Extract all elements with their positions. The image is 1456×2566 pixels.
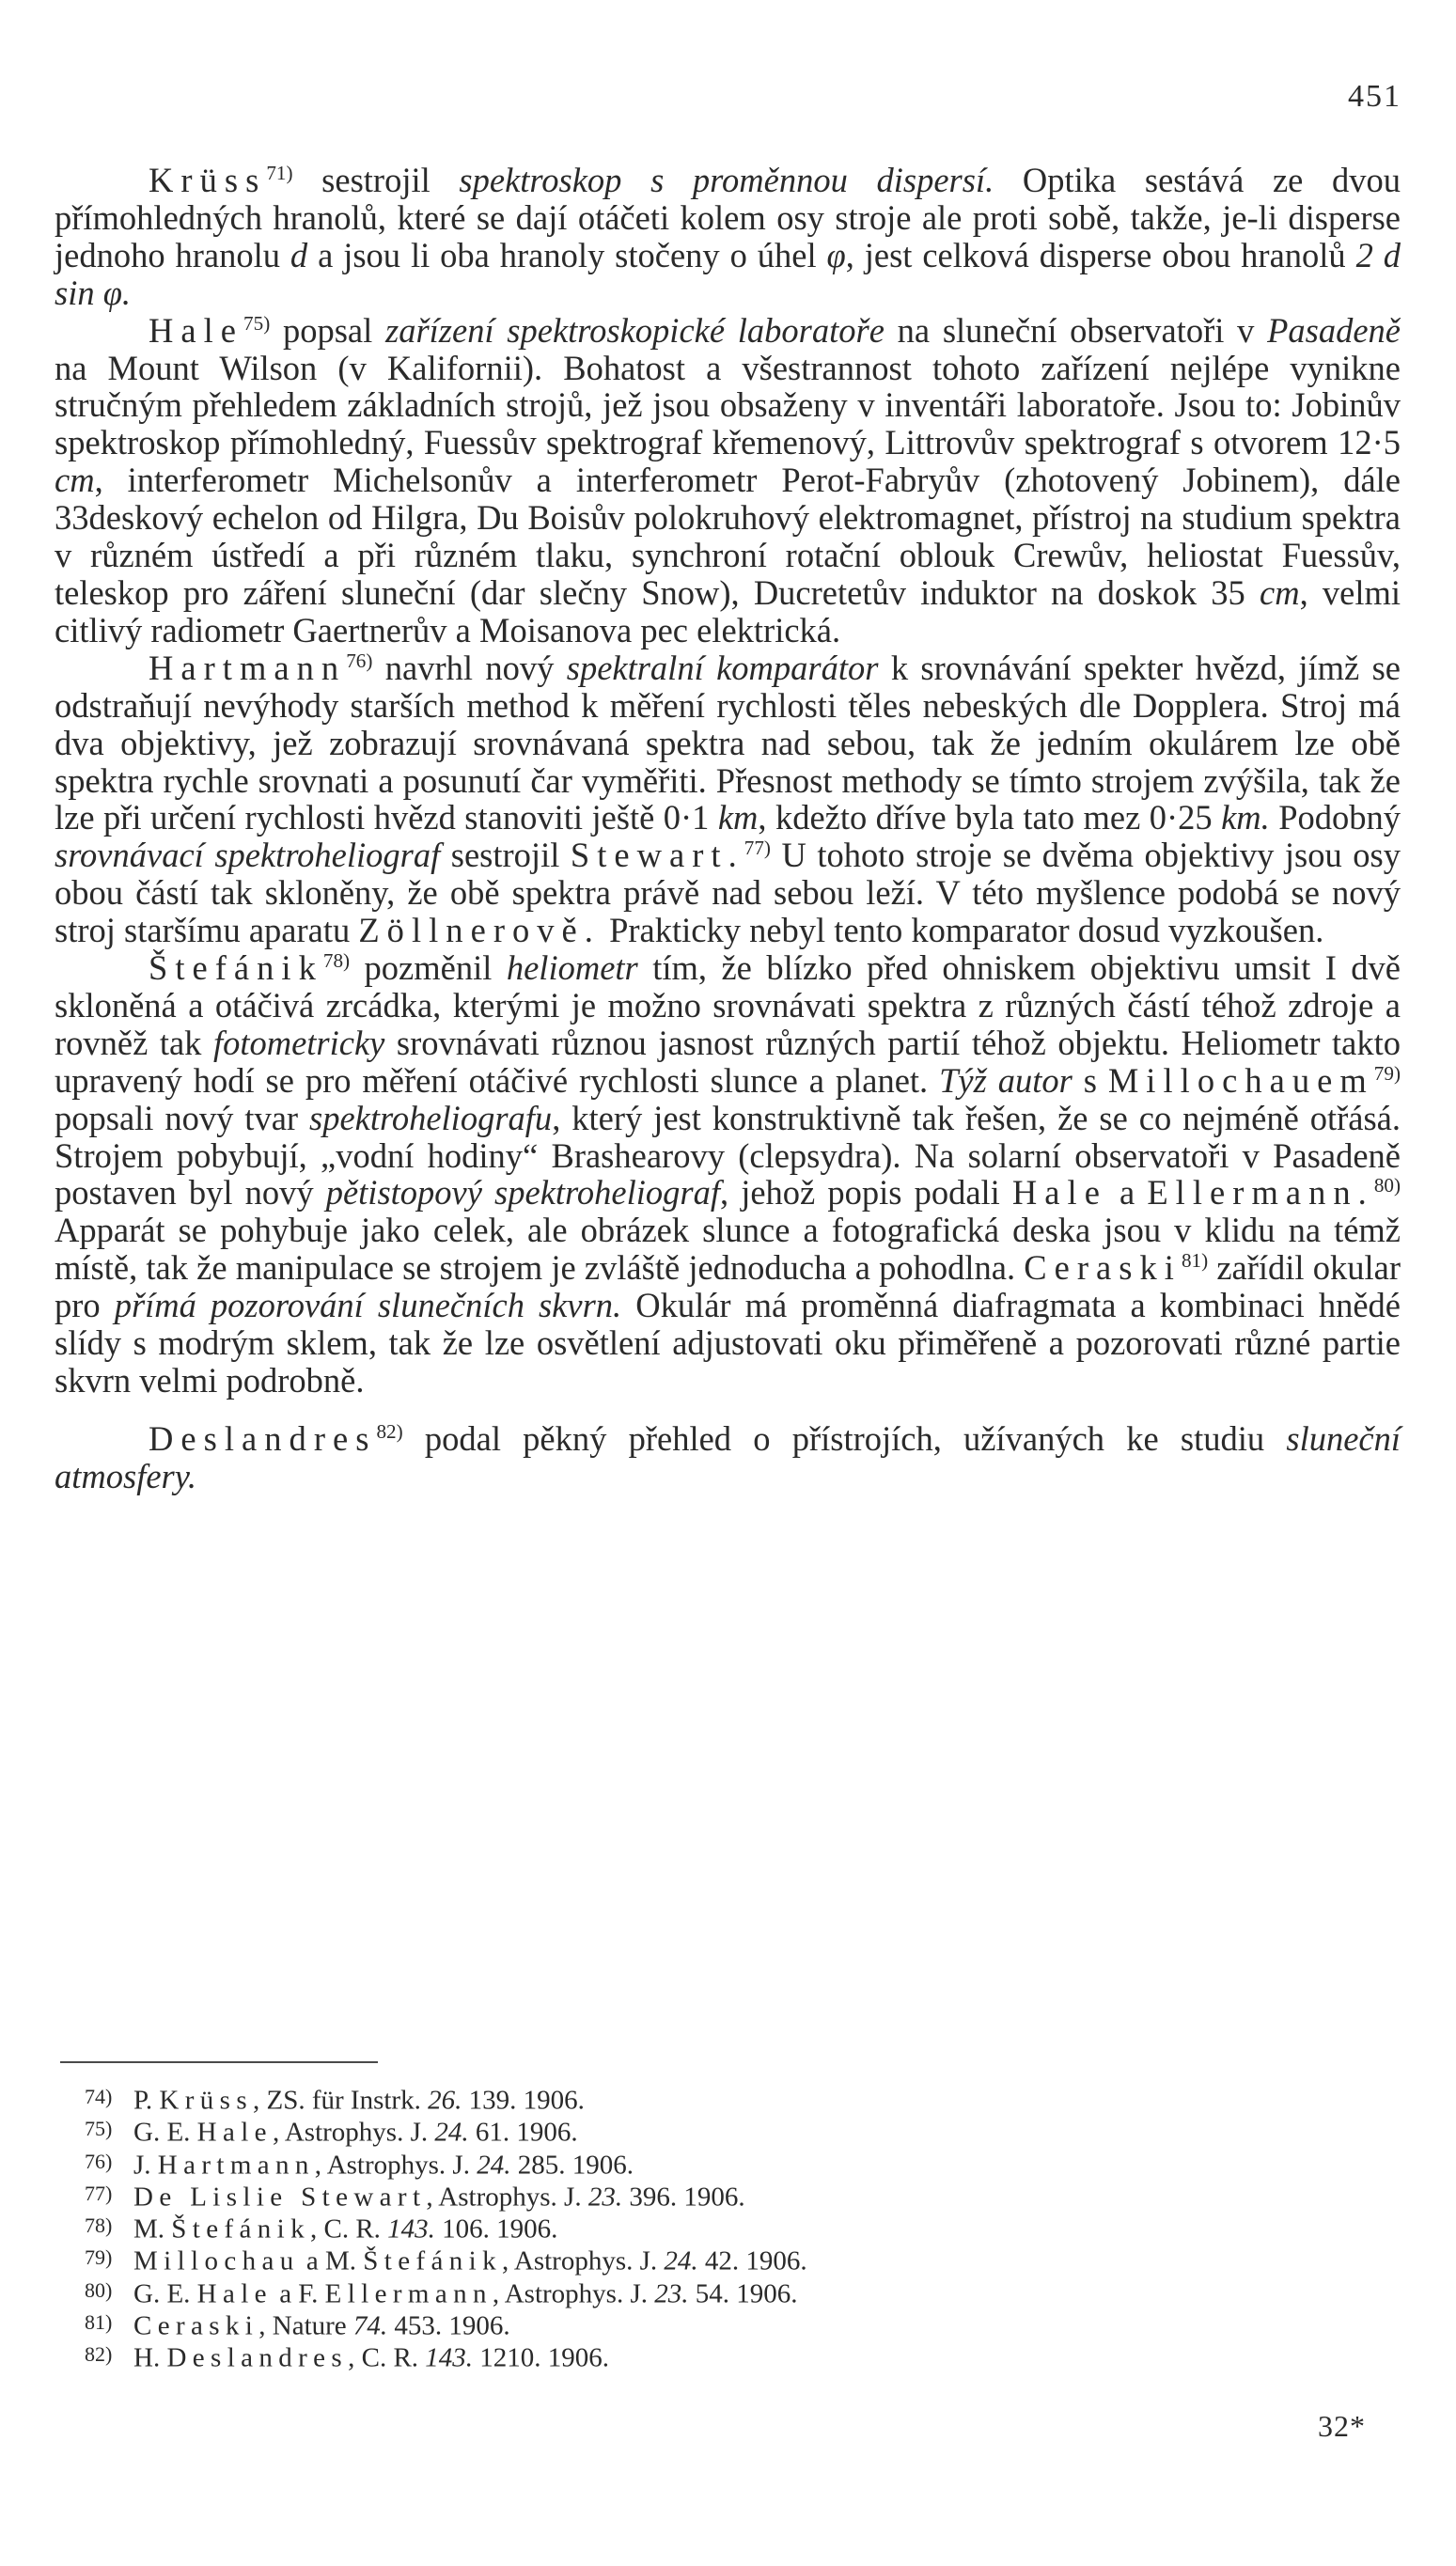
author-name: Štefánik [363, 2245, 502, 2277]
text-run: 1210. 1906. [473, 2342, 610, 2373]
text-run: km. [1221, 798, 1270, 837]
text-run: 106. 1906. [434, 2214, 558, 2245]
footnote-mark: 76) [85, 2149, 113, 2173]
text-run: spektralní komparátor [566, 648, 879, 687]
author-name: Ceraski [133, 2310, 259, 2341]
text-run: 453. 1906. [387, 2310, 510, 2341]
footnote-reference: 71) [266, 161, 293, 184]
text-run: d [290, 235, 308, 274]
text-run: popsal [270, 310, 385, 350]
text-run: srovnávati různou jasnost různých partií téhož objektu. Heliometr takto upravený hodí se pro měření otáčivé rychlosti slunce a planet. [55, 1023, 1401, 1100]
text-run: 23. [587, 2182, 623, 2213]
text-run: zařídil okular pro [55, 1248, 1401, 1325]
text-run: 2 d sin φ. [55, 235, 1401, 312]
text-run: U tohoto stroje se dvěma objektivy jsou osy obou částí tak skloněny, že obě spektra právě nad sebou leží. V této myšlence podobá se nový stroj staršímu aparatu [55, 836, 1401, 950]
author-name: Ellermann. [1147, 1173, 1374, 1213]
author-name: Krüss [149, 161, 267, 199]
text-run: pozměnil [350, 948, 507, 988]
text-run: na sluneční observatoři v [884, 310, 1268, 350]
footnote [85, 2083, 1297, 2115]
text-run: G. E. [133, 2278, 197, 2309]
author-name: Hartmann [149, 648, 347, 687]
text-run: 24. [664, 2245, 698, 2277]
footnote [85, 2308, 1297, 2340]
text-run: a jsou li oba hranoly stočeny o úhel [307, 235, 827, 274]
signature-mark: 32* [1318, 2409, 1366, 2443]
text-run: G. E. [133, 2117, 197, 2148]
text-run: Pasadeně [1267, 310, 1401, 350]
author-name: Deslandres [166, 2342, 349, 2373]
footnote-reference: 75) [243, 311, 271, 335]
author-name: Hartmann [157, 2150, 315, 2181]
paragraph [55, 649, 1401, 949]
text-run: sestrojil [440, 836, 571, 875]
text-run: cm [55, 461, 95, 500]
author-name: Krüss [159, 2085, 253, 2116]
author-name: Hale [196, 2117, 273, 2148]
text-run: Apparát se pohybuje jako celek, ale obrázek slunce a fotografická deska jsou v klidu na témž místě, tak že manipulace se strojem je zvláště jednoducha a pohodlna. [55, 1211, 1401, 1288]
text-run: 285. 1906. [510, 2150, 634, 2181]
author-name: Millochau [133, 2245, 300, 2277]
footnote-reference: 76) [346, 649, 373, 672]
text-run: 26. [428, 2085, 462, 2116]
text-run: sestrojil [292, 161, 460, 199]
body-text [55, 162, 1401, 1495]
text-run: heliometr [506, 948, 638, 988]
text-run: , Astrophys. J. [426, 2182, 588, 2213]
author-name: Millochauem [1107, 1060, 1374, 1100]
paragraph [55, 1420, 1401, 1495]
text-run: 24. [477, 2150, 511, 2181]
footnote [85, 2180, 1297, 2212]
footnote-reference: 82) [376, 1419, 403, 1443]
text-run: , který jest konstruktivně tak řešen, že se co nejméně otřásá. Strojem pobybují, „vodní hodiny“ Brashearovy (clepsydra). Na solarní observatoři v Pasadeně postaven byl nový [55, 1098, 1401, 1213]
text-run: 143. [387, 2214, 435, 2245]
text-run: 61. 1906. [468, 2117, 578, 2148]
footnote-mark: 75) [85, 2117, 113, 2141]
text-run: , C. R. [348, 2342, 426, 2373]
author-name: Štefánik [171, 2214, 310, 2245]
paragraph [55, 162, 1401, 312]
text-run: na Mount Wilson (v Kalifornii). Bohatost a všestrannost tohoto zařízení nejlépe vynikne stručným přehledem základních strojů, jež jsou obsaženy v inventáři laboratoře. Jsou to: Jobinův spektroskop přímohledný, Fuessův spektrograf křemenový, Littrovův spektrograf s otvorem 12·5 [55, 348, 1401, 462]
author-name: Štefánik [149, 948, 323, 988]
text-run: zařízení spektroskopické laboratoře [384, 310, 885, 350]
text-run: a M. [299, 2245, 364, 2277]
text-run: , jehož popis podali [719, 1173, 1012, 1213]
text-run: podal pěkný přehled o přístrojích, užívaných ke studiu [402, 1418, 1287, 1458]
author-name: Hale [1011, 1173, 1107, 1213]
footnote-reference: 78) [322, 948, 351, 972]
footnote [85, 2115, 1297, 2147]
footnote [85, 2277, 1297, 2308]
text-run: 23. [654, 2278, 689, 2309]
text-run: k srovnávání spekter hvězd, jímž se odstraňují nevýhody starších method k měření rychlosti těles nebeských dle Dopplera. Stroj má dva objektivy, jež zobrazují srovnávaná spektra nad sebou, tak že jedním okulárem lze obě spektra rychle srovnati a posunutí čar vyměřiti. Přesnost methody se tímto strojem zvýšila, tak že lze při určení rychlosti hvězd stanoviti ještě 0·1 [55, 648, 1401, 837]
text-run: Týž autor [939, 1060, 1072, 1100]
footnote-mark: 81) [85, 2310, 113, 2335]
text-run: , jest celková disperse obou hranolů [845, 235, 1356, 274]
text-run: navrhl nový [372, 648, 567, 687]
footnote [85, 2340, 1297, 2372]
text-run: , Astrophys. J. [501, 2245, 665, 2277]
footnote-reference: 77) [744, 837, 771, 860]
footnote-mark: 74) [85, 2085, 113, 2108]
text-run: srovnávací spektroheliograf [55, 836, 441, 875]
text-run: , kdežto dříve byla tato mez 0·25 [758, 798, 1222, 837]
footnotes [85, 2083, 1297, 2373]
text-run: 139. 1906. [462, 2085, 585, 2116]
text-run: φ [826, 235, 846, 274]
text-run: , ZS. für Instrk. [253, 2085, 429, 2116]
text-run: 74. [352, 2310, 388, 2341]
text-run: Prakticky nebyl tento komparator dosud vyzkoušen. [600, 911, 1324, 950]
text-run: a [1106, 1173, 1148, 1213]
text-run: km [717, 798, 759, 837]
text-run: tím, že blízko před ohniskem objektivu umsit I dvě skloněná a otáčivá zrcádka, kterými je možno srovnávati spektra z různých částí téhož zdroje a rovněž tak [55, 948, 1401, 1062]
footnote [85, 2148, 1297, 2180]
author-name: De Lislie Stewart [133, 2182, 427, 2213]
text-run: 24. [434, 2117, 469, 2148]
text-run: 42. 1906. [697, 2245, 807, 2277]
text-run: , interferometr Michelsonův a interferometr Perot-Fabryův (zhotovený Jobinem), dále 33deskový echelon od Hilgra, Du Boisův polokruhový elektromagnet, přístroj na studium spektra v různém ústředí a při různém tlaku, synchroní rotační oblouk Crewův, heliostat Fuessův, teleskop pro záření sluneční (dar slečny Snow), Ducretetův induktor na doskok 35 [55, 461, 1401, 612]
author-name: Deslandres [149, 1418, 377, 1458]
text-run: , C. R. [309, 2214, 388, 2245]
footnote-divider [60, 2061, 378, 2063]
text-run: spektroskop s proměnnou dispersí. [459, 161, 994, 199]
text-run: J. [133, 2150, 158, 2181]
text-run: H. [133, 2342, 167, 2373]
footnote-reference: 81) [1181, 1249, 1209, 1273]
footnote-mark: 79) [85, 2245, 113, 2270]
author-name: Stewart. [570, 836, 744, 875]
paragraph [55, 949, 1401, 1400]
page-number: 451 [1348, 79, 1401, 114]
author-name: Zöllnerově. [358, 911, 601, 950]
text-run: 54. 1906. [688, 2278, 798, 2309]
text-run: cm [1260, 572, 1300, 612]
text-run: přímá pozorování slunečních skvrn. [114, 1286, 622, 1325]
author-name: Hale [149, 310, 244, 350]
text-run: , velmi citlivý radiometr Gaertnerův a Moisanova pec elektrická. [55, 572, 1401, 649]
text-run: P. [133, 2085, 160, 2116]
text-run: popsali nový tvar [55, 1098, 309, 1137]
footnote-reference: 79) [1373, 1061, 1401, 1085]
text-run: 143. [425, 2342, 474, 2373]
text-run: Optika sestává ze dvou přímohledných hranolů, které se dají otáčeti kolem osy stroje ale proti sobě, takže, je-li disperse jednoho hranolu [55, 161, 1401, 274]
text-run: 396. 1906. [622, 2182, 745, 2213]
text-run: s [1072, 1060, 1108, 1100]
text-run: M. [133, 2214, 172, 2245]
footnote [85, 2212, 1297, 2244]
text-run: Podobný [1269, 798, 1401, 837]
text-run: sluneční atmosfery. [55, 1418, 1401, 1495]
footnote-mark: 78) [85, 2214, 113, 2238]
text-run: , Astrophys. J. [492, 2278, 655, 2309]
footnote-mark: 82) [85, 2342, 113, 2367]
text-run: fotometricky [212, 1023, 385, 1062]
paragraph [55, 312, 1401, 649]
text-run: spektroheliografu [309, 1098, 553, 1137]
author-name: Ceraski [1024, 1248, 1182, 1288]
author-name: Hale [196, 2278, 273, 2309]
footnote-mark: 80) [85, 2277, 113, 2302]
footnote [85, 2244, 1297, 2276]
text-run: pětistopový spektroheliograf [325, 1173, 720, 1213]
author-name: Ellermann [324, 2278, 493, 2309]
text-run: a F. [272, 2278, 325, 2309]
footnote-reference: 80) [1373, 1174, 1401, 1197]
text-run: Okulár má proměnná diafragmata a kombinaci hnědé slídy s modrým sklem, tak že lze osvětlení adjustovati oku přiměřeně a pozorovati různé partie skvrn velmi podrobně. [55, 1286, 1401, 1400]
text-run: , Astrophys. J. [314, 2150, 478, 2181]
footnote-mark: 77) [85, 2181, 113, 2205]
text-run: , Nature [258, 2310, 353, 2341]
text-run: , Astrophys. J. [272, 2117, 435, 2148]
